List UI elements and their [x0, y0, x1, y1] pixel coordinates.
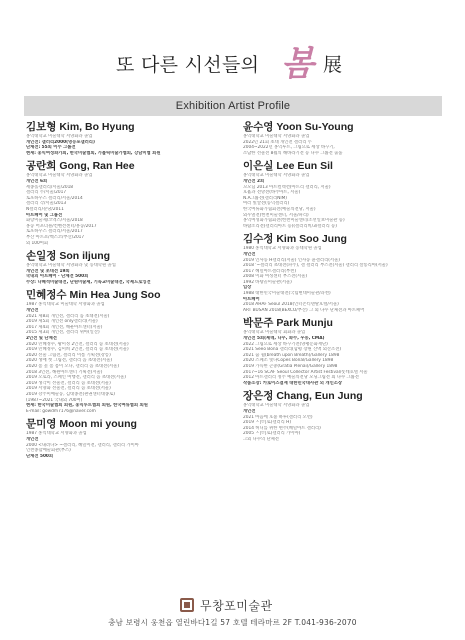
profile-line: ART BUSAN 2018(BEXCO/부산) 그 외 다수 단체전과 아트페어 — [243, 307, 365, 313]
profile-line: 꼬모님 2013 아트컬렉션(아트리 갤러리, 서울) — [243, 184, 331, 190]
profile-line: 2022년 21회 초대 개인전 갤러리 두 — [243, 139, 312, 145]
profile-line: 여러 빛깔전(동덕갤러리) — [243, 201, 290, 207]
exhibition-title-suffix: 展 — [323, 54, 343, 76]
profile-line: 2019 인사동 H갤러리(서울) 인사동 윤갤러리(서울) — [243, 257, 340, 263]
museum-logo-icon — [180, 598, 194, 612]
profile-line: 바람소리전(갤러리아트 등)(갤러리비/3/갤러리 등) — [243, 223, 337, 229]
profile-line: 2019 강주미예술동, 김대종전(판권센터대종로) — [26, 391, 115, 397]
artist-profile — [26, 250, 236, 285]
profile-line: 2004~2022년 홍익루트, 그림으로 세상 바꾸기, — [243, 145, 335, 151]
profile-banner: Exhibition Artist Profile — [24, 96, 442, 116]
profile-line: 2020 생애 첫 그림전, 갤러리 콤 초대전(서울) — [26, 358, 113, 364]
profile-section-heading: 현재: 홍익여성화가회, 한국미술협회, 가톨릭미술가협회, 강남미협 회원 — [26, 150, 161, 156]
right-artist-column — [243, 121, 448, 447]
profile-line: 2014 허니를 위한 변주(혜밀아트 갤러리) — [243, 425, 321, 431]
profile-line: 토포하우스 갤러리/서울/2017 — [26, 229, 83, 235]
profile-line: 홍익대학교 미술대학 서양화과 졸업 — [26, 173, 93, 179]
artist-name: 문미영 Moon mi young — [26, 418, 137, 431]
profile-section-heading: 작품소장: 카로이즈결재 대한민국대사관 외 개인소장 — [243, 380, 343, 386]
profile-line: 2019 제5회 개인전 only갤러리(서울) — [26, 319, 98, 325]
profile-line: 2012 아트갤러리 정주 예술의전당 모닝그림전 외 다수 그룹전 — [243, 375, 359, 381]
profile-line: 2019 가득한 곤충(Gratia Plenai)/Gallery 1898 — [243, 364, 338, 369]
exhibition-title-highlight: 봄 — [281, 44, 314, 84]
profile-section-heading: 입상 — [243, 285, 252, 291]
profile-line: 2019 생각이 선물전, 갤러리 콤 초대전(서울) — [26, 380, 111, 386]
profile-line: 2017 혜밀아트갤러리(부천) — [243, 268, 297, 274]
profile-line: 2020 봄 꽃 봄 봄이 오다, 갤러리 콤 초대전(서울) — [26, 364, 119, 369]
profile-line: 세종홀갤러리/서울/2018 — [26, 184, 74, 190]
profile-line: 홍익대학교 미술대학 서양화과 졸업 — [26, 134, 93, 139]
museum-name: 무창포미술관 — [200, 598, 273, 613]
profile-section-heading: 개인전 — [26, 436, 39, 442]
profile-line: 2021 마음에 호불 하루(갤러리 오면) — [243, 414, 313, 420]
profile-line: 토포하우스 갤러리/서울/2014 — [26, 195, 83, 201]
exhibition-header — [0, 38, 465, 88]
profile-line: 2005 ㅅ|ㅁ|로(갤러리 가이아) — [243, 431, 301, 437]
profile-line: 1992 바탕골미술관(서울) — [243, 279, 292, 285]
artist-name: 민혜정수 Min Hea Jung Soo — [26, 289, 161, 302]
profile-line: 1988 대한민국미술대전(국립현대미술관/과천) — [243, 291, 331, 297]
profile-line: 1987 홍익대학교 서양화과 졸업 — [26, 431, 87, 437]
profile-line: 홍익대학교 미술대학 서양화과 및 동대학원 졸업 — [26, 263, 116, 269]
profile-line: 홍콩 어포더블/컨벤션센터/홍콩/2017 — [26, 223, 97, 229]
profile-line: N갤러리/분당/2011 — [26, 206, 64, 212]
profile-line: 2000 <내려다> ~갤러리, 혜밀이전, 갤러리, 갤러리 가이아 — [26, 442, 139, 448]
profile-line: 한국여류화가협회전(예술의전당, 서울) — [243, 206, 316, 212]
profile-section-heading: 개인전 — [243, 251, 256, 257]
profile-line: 2019 ㅅ|ㅁ|로(갤러리 H) — [243, 420, 292, 426]
museum-logo — [180, 596, 300, 614]
profile-section-heading: 단체전 500회 — [26, 453, 54, 459]
exhibition-title: 또 다른 시선들의 — [116, 54, 260, 76]
artist-name: 손일정 Son iljung — [26, 250, 111, 263]
profile-line: 홍익여성화가협회전(헌천미술센터/조선일보미술관 등) — [243, 218, 345, 224]
profile-line: 2018 AHAF Seoul 2018(인터콘티넨탈호텔/서울) — [243, 302, 339, 308]
profile-line: 1980 홍익대학교 서양화과 동대학원 졸업 — [243, 246, 322, 252]
profile-line: 1987 홍익대학교 미술대학 서양화과 졸업 — [26, 302, 105, 308]
artist-profile — [26, 160, 236, 246]
profile-section-heading: 아트페어 — [243, 296, 260, 302]
profile-line: 그외 다수의 단체전 — [243, 436, 279, 442]
profile-line: 홍익대학교 미술대학 회화과 졸업 — [243, 330, 306, 336]
profile-line: 외 100여회 — [26, 240, 49, 246]
artist-name: 윤수영 Yoon Su-Young — [243, 121, 354, 133]
artist-name: 김수정 Kim Soo Jung — [243, 233, 347, 246]
profile-line: 홍익대학교 미술대학 서양화과 졸업 — [243, 173, 310, 179]
profile-section-heading: 단체전: 55회 이수 그룹전 — [26, 145, 76, 151]
profile-section-heading: 아트페어 및 그룹전 — [26, 212, 63, 218]
profile-line: 2008 이화 여성센터 부스전(서울) — [243, 274, 308, 280]
profile-line: 2018 '~갤러리 초대전(파주), 갤 갤러리 부스전(서울) 갤러리 살롱리아(서울) — [243, 263, 388, 269]
profile-section-heading: 개인전 5회(제네, 나무, 화수, 우동, CMA) — [243, 336, 325, 342]
artist-name: 장은정 Chang, Eun Jung — [243, 390, 363, 403]
profile-section-heading: 개인전: 갤러리2000(영등포갤러리) — [26, 139, 95, 145]
profile-line: 외우열전(헌천미술센터, 서울/파리) — [243, 212, 309, 218]
artist-profile — [26, 121, 236, 156]
profile-line: 2020 스페소 빛다Copes Bonal/Gallery 1898 — [243, 358, 334, 364]
profile-line: (1987~2021 국내외 700여) — [26, 397, 83, 403]
profile-line: 2021 숨 쉼(breath upon Breath)/Gallery 1898 — [243, 352, 340, 358]
profile-line: 2021 Seeo Bona 갤러리(함평 장원 산맥 외산조전) — [243, 347, 342, 353]
artist-profile — [243, 317, 448, 386]
profile-line: 2017 제4회 개인전, 해운아트센터(서울) — [26, 324, 103, 330]
profile-line: 2022 그림으로 세상 바꾸기전(양평문화재단) — [243, 341, 328, 347]
profile-line: 2018 3인전, 해원아트센터 기획전(서울) — [26, 369, 103, 375]
profile-line: 화랑미술제/코엑스/서울/2018 — [26, 218, 83, 224]
profile-line: 2020 선물 그림전, 갤러리 이룸 기획전(강릉) — [26, 352, 111, 358]
profile-line: E-mail: gowdm7176@naver.com — [26, 408, 96, 414]
profile-section-heading: 개인전 6회 — [26, 178, 48, 184]
profile-line: 2019 오로라, 스페인 여행전, 갤러리 콤 초대전(서울) — [26, 375, 126, 381]
profile-line: 부산 아트쇼/벡스코/부산/2017 — [26, 234, 85, 240]
profile-line: 인천종합예술회관(부스) — [26, 448, 71, 454]
profile-section-heading: 개인전 2회 — [243, 178, 265, 184]
artist-profile — [243, 233, 448, 313]
artist-name: 공란희 Gong, Ran Hee — [26, 160, 135, 173]
profile-line: 갤러리 각/서울/2013 — [26, 201, 67, 207]
profile-section-heading: 개인전 — [243, 408, 256, 414]
artist-profile — [243, 160, 448, 229]
profile-section-heading: 개인전 및 초대전 19회 — [26, 268, 70, 274]
profile-line: 호흡과 전망전(바주아트, 서울) — [243, 190, 301, 196]
profile-line: 2019 서양화 선물전, 갤러리 콤 초대전(서울) — [26, 386, 111, 392]
profile-line: 2021 제8회 개인전, 갤러리 콤 초대전(서울) — [26, 313, 110, 319]
profile-line: 홍익대학교 미술대학 서양화과 졸업 — [243, 403, 310, 409]
profile-line: 2017~16 SCAF Seoul Collector Artist Festival/롯데호텔 서울 — [243, 369, 368, 375]
museum-address: 충남 보령시 웅천읍 열린바다1길 57 호텔 테라마르 2F T.041-936-2070 — [108, 618, 357, 627]
profile-line: 2020 민혜정수, 황미정 2인전, 갤러리 콤 초대전(서울) — [26, 341, 129, 347]
profile-line: 홍익대학교 미술대학 서양화과 졸업 — [243, 134, 310, 139]
artist-name: 박문주 Park Munju — [243, 317, 333, 330]
profile-section-heading: 수상: 나혜석미술대전, 단원미술제, 기독교미술대전, 국제드로잉전 — [26, 279, 151, 285]
profile-line: 갤러리 두/서울/2017 — [26, 190, 67, 196]
artist-profile — [26, 418, 236, 459]
profile-section-heading: 2인전 및 단체전 — [26, 336, 57, 342]
artist-profile — [26, 289, 236, 414]
profile-line: 2015 제3회 개인전, 갤러리 위아(일산) — [26, 330, 100, 336]
artist-profile — [243, 390, 448, 442]
artist-profile — [243, 121, 448, 156]
profile-line: 2019 민혜정수, 김미희 2인전, 갤러리 콤 초대전(서울) — [26, 347, 129, 353]
artist-name: 김보형 Kim, Bo Hyung — [26, 121, 135, 133]
profile-section-heading: 현재: 한국미술협회 회원, 홍익루트협회 회원, 한국여류협회 회원 — [26, 403, 148, 409]
profile-section-heading: 개인전 — [26, 308, 39, 314]
artist-name: 이은실 Lee Eun Sil — [243, 160, 333, 173]
profile-section-heading: 국내외 아트페어 · 단체전 500회 — [26, 274, 89, 280]
profile-line: N.A그룹전(갤러리NIM) — [243, 195, 287, 201]
profile-line: 소담한 선물전 8월의 해바라기전 등 다수 그룹전 출품 — [243, 150, 343, 156]
left-artist-column — [26, 121, 236, 463]
